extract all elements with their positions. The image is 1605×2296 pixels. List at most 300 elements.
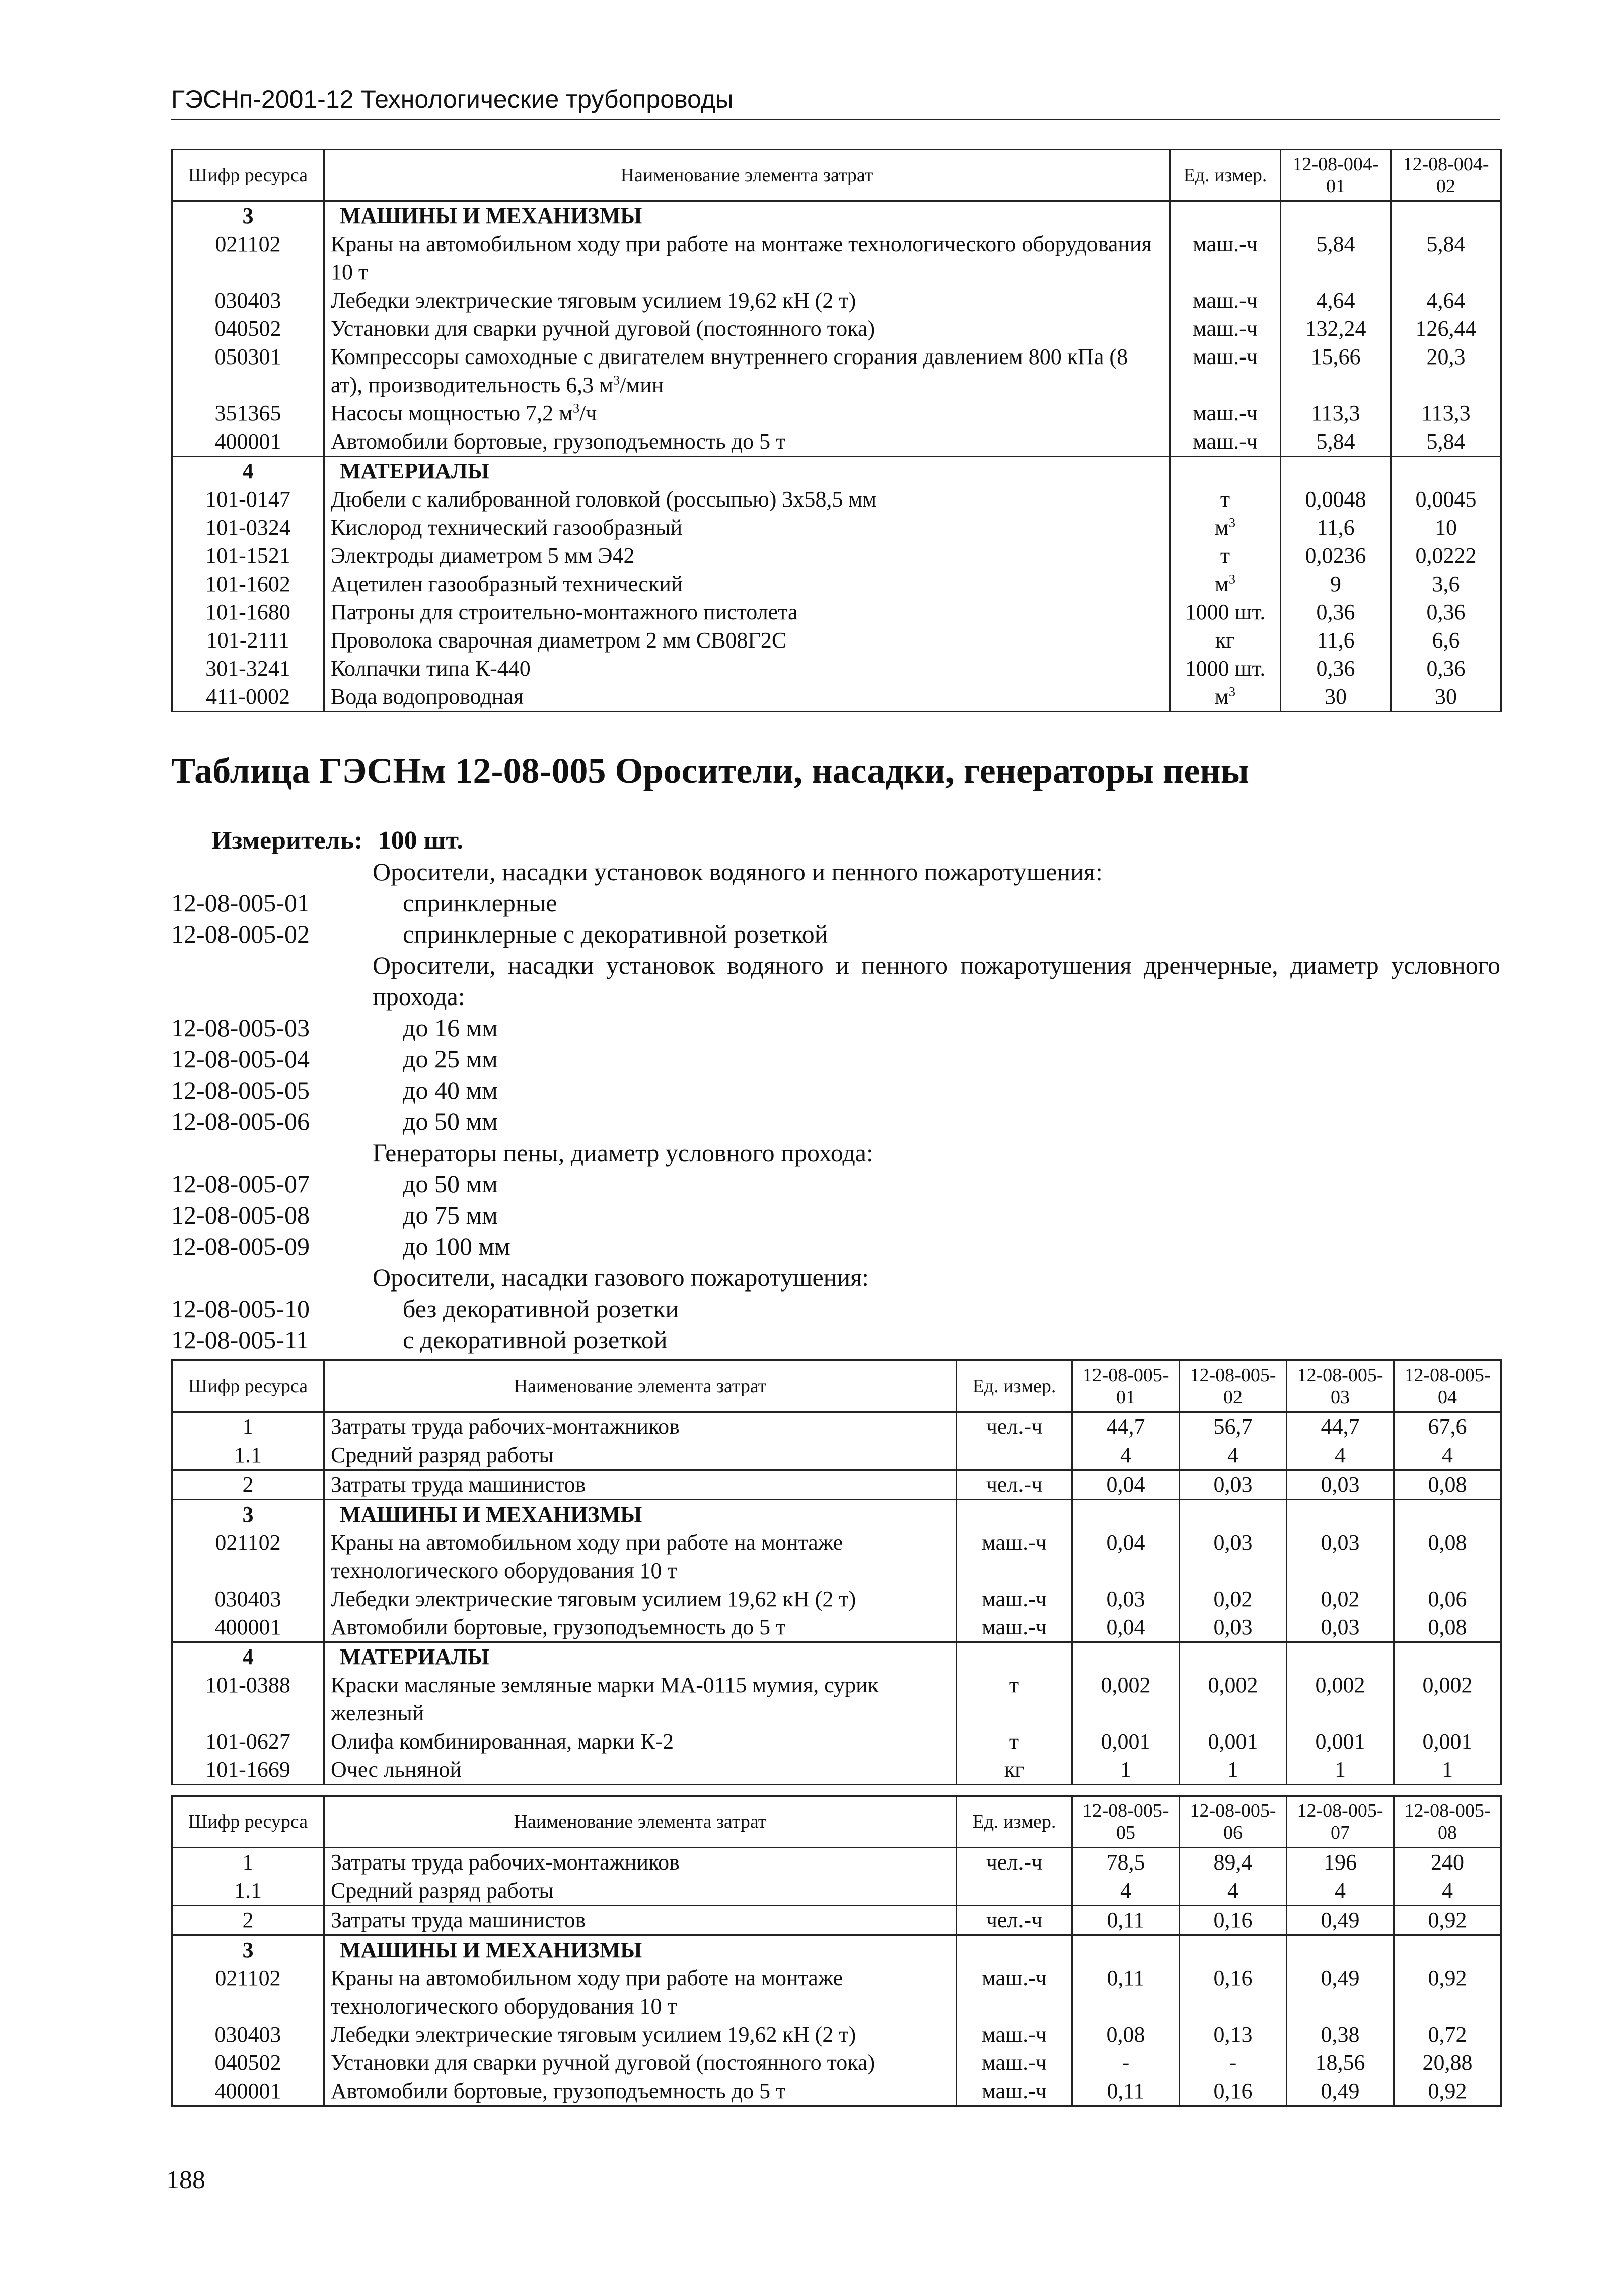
resource-unit: маш.-ч bbox=[957, 1964, 1072, 2021]
col-norm-header: 12-08-005-04 bbox=[1394, 1360, 1501, 1412]
norm-list-item bbox=[171, 1293, 1500, 1324]
resource-unit bbox=[1170, 201, 1281, 231]
norm-value: 0,002 bbox=[1394, 1671, 1501, 1728]
norm-value bbox=[1180, 1642, 1287, 1672]
norm-value: 1 bbox=[1394, 1756, 1501, 1785]
resource-row bbox=[172, 1470, 1501, 1500]
norm-list-item bbox=[171, 1012, 1500, 1043]
resource-unit: маш.-ч bbox=[957, 2049, 1072, 2077]
norm-value: 20,88 bbox=[1394, 2049, 1501, 2077]
resource-row bbox=[172, 1412, 1501, 1442]
resource-name: Автомобили бортовые, грузоподъемность до 5 т bbox=[324, 2077, 957, 2106]
resource-row bbox=[172, 1906, 1501, 1935]
resource-row bbox=[172, 427, 1501, 457]
norm-list-item bbox=[171, 1106, 1500, 1137]
norm-value: 5,84 bbox=[1281, 427, 1391, 457]
norm-value: 0,001 bbox=[1394, 1728, 1501, 1756]
norm-value: 78,5 bbox=[1072, 1848, 1180, 1877]
resource-unit bbox=[957, 1441, 1072, 1470]
resource-unit: маш.-ч bbox=[957, 1613, 1072, 1642]
col-norm-header: 12-08-005-05 bbox=[1072, 1796, 1180, 1848]
resource-name: Средний разряд работы bbox=[324, 1877, 957, 1906]
norm-value: 0,92 bbox=[1394, 1964, 1501, 2021]
col-norm-header: 12-08-005-06 bbox=[1180, 1796, 1287, 1848]
norm-value: 0,0048 bbox=[1281, 485, 1391, 514]
norm-value: 44,7 bbox=[1287, 1412, 1394, 1442]
col-norm-header: 12-08-005-01 bbox=[1072, 1360, 1180, 1412]
resource-unit: чел.-ч bbox=[957, 1470, 1072, 1500]
norm-value: 0,36 bbox=[1391, 655, 1501, 683]
resource-row bbox=[172, 1529, 1501, 1585]
norm-value: - bbox=[1072, 2049, 1180, 2077]
norm-description: без декоративной розетки bbox=[403, 1295, 679, 1323]
norm-value: 5,84 bbox=[1391, 427, 1501, 457]
resource-code: 050301 bbox=[172, 343, 324, 399]
resource-name: Затраты труда машинистов bbox=[324, 1470, 957, 1500]
resource-unit bbox=[957, 1642, 1072, 1672]
norm-value bbox=[1072, 1642, 1180, 1672]
col-name-header: Наименование элемента затрат bbox=[324, 150, 1170, 201]
norm-value: 0,03 bbox=[1287, 1470, 1394, 1500]
norm-value: 10 bbox=[1391, 514, 1501, 542]
resource-name: Олифа комбинированная, марки К-2 bbox=[324, 1728, 957, 1756]
resource-row bbox=[172, 598, 1501, 626]
norm-value: - bbox=[1180, 2049, 1287, 2077]
norm-value: 0,0236 bbox=[1281, 542, 1391, 570]
norm-value: 1 bbox=[1072, 1756, 1180, 1785]
resource-code: 2 bbox=[172, 1906, 324, 1935]
resource-name: МАШИНЫ И МЕХАНИЗМЫ bbox=[324, 1935, 957, 1965]
norm-description: Оросители, насадки газового пожаротушения: bbox=[373, 1263, 869, 1292]
resource-code: 101-1680 bbox=[172, 598, 324, 626]
resource-unit: чел.-ч bbox=[957, 1906, 1072, 1935]
norm-value: 240 bbox=[1394, 1848, 1501, 1877]
resource-code: 030403 bbox=[172, 286, 324, 315]
resource-code: 101-0324 bbox=[172, 514, 324, 542]
norm-code bbox=[171, 950, 373, 1012]
norm-value: 0,08 bbox=[1394, 1613, 1501, 1642]
col-code-header: Шифр ресурса bbox=[172, 1796, 324, 1848]
norm-description: спринклерные с декоративной розеткой bbox=[403, 920, 828, 948]
section-row bbox=[172, 457, 1501, 486]
norm-value: 3,6 bbox=[1391, 570, 1501, 598]
resource-code: 1.1 bbox=[172, 1441, 324, 1470]
norm-code: 12-08-005-10 bbox=[171, 1295, 310, 1323]
norm-value: 126,44 bbox=[1391, 315, 1501, 343]
norm-description: Оросители, насадки установок водяного и пенного пожаротушения: bbox=[373, 857, 1103, 886]
norm-code: 12-08-005-09 bbox=[171, 1232, 310, 1260]
norm-value: 0,03 bbox=[1180, 1529, 1287, 1585]
norm-value: 0,11 bbox=[1072, 1906, 1180, 1935]
resource-unit: т bbox=[957, 1728, 1072, 1756]
norm-value: 4 bbox=[1072, 1441, 1180, 1470]
norm-value: 9 bbox=[1281, 570, 1391, 598]
norm-value: 1 bbox=[1180, 1756, 1287, 1785]
resource-code: 101-1521 bbox=[172, 542, 324, 570]
norm-value: 0,03 bbox=[1180, 1613, 1287, 1642]
norm-value: 0,49 bbox=[1287, 1964, 1394, 2021]
resource-name: Установки для сварки ручной дуговой (постоянного тока) bbox=[324, 2049, 957, 2077]
norm-value: 196 bbox=[1287, 1848, 1394, 1877]
norm-value: 1 bbox=[1287, 1756, 1394, 1785]
resource-row bbox=[172, 1964, 1501, 2021]
norm-value: 0,002 bbox=[1072, 1671, 1180, 1728]
norm-description: до 75 мм bbox=[403, 1201, 498, 1229]
resource-name: Кислород технический газообразный bbox=[324, 514, 1170, 542]
norm-code: 12-08-005-03 bbox=[171, 1014, 310, 1042]
norm-code: 12-08-005-08 bbox=[171, 1201, 310, 1229]
norm-description: Оросители, насадки установок водяного и пенного пожаротушения дренчерные, диаметр условного прохода: bbox=[373, 951, 1500, 1011]
section-row bbox=[172, 1642, 1501, 1672]
resource-row bbox=[172, 1613, 1501, 1642]
norm-list-item bbox=[171, 1137, 1500, 1168]
norm-value: 4 bbox=[1394, 1441, 1501, 1470]
resource-unit: маш.-ч bbox=[1170, 343, 1281, 399]
resource-code: 040502 bbox=[172, 315, 324, 343]
norm-value bbox=[1180, 1500, 1287, 1529]
resource-unit: $м^3$ bbox=[1170, 570, 1281, 598]
norm-value bbox=[1281, 457, 1391, 486]
resource-unit: маш.-ч bbox=[957, 1529, 1072, 1585]
resource-unit bbox=[957, 1877, 1072, 1906]
norm-value: 0,92 bbox=[1394, 1906, 1501, 1935]
resource-code: 3 bbox=[172, 1500, 324, 1529]
resource-code: 030403 bbox=[172, 1585, 324, 1613]
norm-value: 0,08 bbox=[1072, 2021, 1180, 2049]
resource-table-005-b bbox=[171, 1795, 1502, 2107]
norm-description: до 16 мм bbox=[403, 1014, 498, 1042]
norm-value: 4,64 bbox=[1281, 286, 1391, 315]
resource-row bbox=[172, 315, 1501, 343]
norm-value: 0,001 bbox=[1072, 1728, 1180, 1756]
norm-value: 0,38 bbox=[1287, 2021, 1394, 2049]
resource-code: 400001 bbox=[172, 2077, 324, 2106]
resource-name: МАТЕРИАЛЫ bbox=[324, 457, 1170, 486]
resource-name: Патроны для строительно-монтажного пистолета bbox=[324, 598, 1170, 626]
col-norm-header: 12-08-005-08 bbox=[1394, 1796, 1501, 1848]
col-name-header: Наименование элемента затрат bbox=[324, 1360, 957, 1412]
norm-value: 11,6 bbox=[1281, 626, 1391, 655]
norm-value: 0,36 bbox=[1391, 598, 1501, 626]
norm-code bbox=[171, 856, 373, 887]
resource-code: 3 bbox=[172, 1935, 324, 1965]
norm-list-item bbox=[171, 950, 1500, 1012]
col-norm-header: 12-08-005-03 bbox=[1287, 1360, 1394, 1412]
resource-row bbox=[172, 1671, 1501, 1728]
resource-row bbox=[172, 655, 1501, 683]
norm-code bbox=[171, 1262, 373, 1293]
resource-unit: $м^3$ bbox=[1170, 514, 1281, 542]
norm-value: 0,11 bbox=[1072, 2077, 1180, 2106]
norm-value: 0,001 bbox=[1287, 1728, 1394, 1756]
col-norm-header: 12-08-005-02 bbox=[1180, 1360, 1287, 1412]
resource-unit: кг bbox=[957, 1756, 1072, 1785]
col-norm-header: 12-08-004-02 bbox=[1391, 150, 1501, 201]
resource-unit: чел.-ч bbox=[957, 1848, 1072, 1877]
resource-row bbox=[172, 286, 1501, 315]
section-row bbox=[172, 201, 1501, 231]
norm-value: 0,36 bbox=[1281, 655, 1391, 683]
resource-row bbox=[172, 1728, 1501, 1756]
norm-description: до 50 мм bbox=[403, 1170, 498, 1198]
norm-value: 0,49 bbox=[1287, 1906, 1394, 1935]
resource-table-005-a bbox=[171, 1359, 1502, 1785]
resource-name: Установки для сварки ручной дуговой (постоянного тока) bbox=[324, 315, 1170, 343]
table-title: Таблица ГЭСНм 12-08-005 Оросители, насадки, генераторы пены bbox=[171, 751, 1249, 791]
resource-row bbox=[172, 542, 1501, 570]
resource-row bbox=[172, 230, 1501, 286]
norm-value: 89,4 bbox=[1180, 1848, 1287, 1877]
norm-value: 0,03 bbox=[1180, 1470, 1287, 1500]
norm-list-item bbox=[171, 1199, 1500, 1231]
norm-value: 56,7 bbox=[1180, 1412, 1287, 1442]
resource-code: 2 bbox=[172, 1470, 324, 1500]
resource-name: Проволока сварочная диаметром 2 мм СВ08Г2С bbox=[324, 626, 1170, 655]
norm-description: с декоративной розеткой bbox=[403, 1326, 668, 1354]
norm-list-item bbox=[171, 1324, 1500, 1355]
resource-code: 021102 bbox=[172, 230, 324, 286]
resource-unit: $м^3$ bbox=[1170, 683, 1281, 712]
norm-value: 0,72 bbox=[1394, 2021, 1501, 2049]
norm-value: 4 bbox=[1394, 1877, 1501, 1906]
norm-value: 0,04 bbox=[1072, 1613, 1180, 1642]
norm-value: 0,16 bbox=[1180, 2077, 1287, 2106]
measure-value: 100 шт. bbox=[378, 826, 464, 855]
norm-value: 4 bbox=[1287, 1877, 1394, 1906]
resource-code: 101-0388 bbox=[172, 1671, 324, 1728]
resource-name: Колпачки типа К-440 bbox=[324, 655, 1170, 683]
norm-value: 20,3 bbox=[1391, 343, 1501, 399]
resource-code: 4 bbox=[172, 457, 324, 486]
resource-row bbox=[172, 1848, 1501, 1877]
section-row bbox=[172, 1500, 1501, 1529]
resource-row bbox=[172, 399, 1501, 427]
norm-value: 4,64 bbox=[1391, 286, 1501, 315]
resource-name: Насосы мощностью 7,2 $м^3/ч$ bbox=[324, 399, 1170, 427]
resource-row bbox=[172, 514, 1501, 542]
resource-name: Лебедки электрические тяговым усилием 19,62 кН (2 т) bbox=[324, 1585, 957, 1613]
norm-description: спринклерные bbox=[403, 889, 557, 917]
norm-value bbox=[1072, 1500, 1180, 1529]
resource-name: Затраты труда рабочих-монтажников bbox=[324, 1412, 957, 1442]
resource-name: Автомобили бортовые, грузоподъемность до 5 т bbox=[324, 427, 1170, 457]
resource-name: Очес льняной bbox=[324, 1756, 957, 1785]
resource-row bbox=[172, 626, 1501, 655]
norm-value: 0,001 bbox=[1180, 1728, 1287, 1756]
norm-value: 0,04 bbox=[1072, 1470, 1180, 1500]
resource-unit: маш.-ч bbox=[957, 2077, 1072, 2106]
resource-code: 411-0002 bbox=[172, 683, 324, 712]
norm-value: 0,16 bbox=[1180, 1906, 1287, 1935]
norm-list-item bbox=[171, 1043, 1500, 1074]
norm-code: 12-08-005-02 bbox=[171, 920, 310, 948]
resource-name: Краски масляные земляные марки МА-0115 мумия, сурик железный bbox=[324, 1671, 957, 1728]
col-code-header: Шифр ресурса bbox=[172, 150, 324, 201]
resource-name: МАТЕРИАЛЫ bbox=[324, 1642, 957, 1672]
resource-row bbox=[172, 1441, 1501, 1470]
resource-unit bbox=[1170, 457, 1281, 486]
resource-unit: 1000 шт. bbox=[1170, 598, 1281, 626]
norm-list-item bbox=[171, 856, 1500, 887]
norm-value: 0,49 bbox=[1287, 2077, 1394, 2106]
norm-value: 0,03 bbox=[1072, 1585, 1180, 1613]
col-name-header: Наименование элемента затрат bbox=[324, 1796, 957, 1848]
resource-code: 301-3241 bbox=[172, 655, 324, 683]
resource-unit: 1000 шт. bbox=[1170, 655, 1281, 683]
norm-value: 11,6 bbox=[1281, 514, 1391, 542]
norm-value: 0,03 bbox=[1287, 1529, 1394, 1585]
resource-row bbox=[172, 1756, 1501, 1785]
resource-unit bbox=[957, 1935, 1072, 1965]
resource-code: 101-2111 bbox=[172, 626, 324, 655]
resource-code: 1 bbox=[172, 1848, 324, 1877]
norm-value: 113,3 bbox=[1391, 399, 1501, 427]
norm-description: до 25 мм bbox=[403, 1045, 498, 1073]
norm-code: 12-08-005-05 bbox=[171, 1076, 310, 1104]
norm-value: 0,13 bbox=[1180, 2021, 1287, 2049]
norm-value: 0,002 bbox=[1287, 1671, 1394, 1728]
resource-code: 1 bbox=[172, 1412, 324, 1442]
resource-code: 1.1 bbox=[172, 1877, 324, 1906]
col-unit-header: Ед. измер. bbox=[957, 1360, 1072, 1412]
norm-description: Генераторы пены, диаметр условного прохода: bbox=[373, 1138, 873, 1167]
resource-name: Средний разряд работы bbox=[324, 1441, 957, 1470]
norm-value bbox=[1394, 1935, 1501, 1965]
norm-value bbox=[1287, 1642, 1394, 1672]
norm-value: 18,56 bbox=[1287, 2049, 1394, 2077]
norm-value: 4 bbox=[1287, 1441, 1394, 1470]
resource-row bbox=[172, 1585, 1501, 1613]
norm-value: 0,0045 bbox=[1391, 485, 1501, 514]
resource-code: 101-0147 bbox=[172, 485, 324, 514]
resource-unit: маш.-ч bbox=[1170, 230, 1281, 286]
norm-value: 0,11 bbox=[1072, 1964, 1180, 2021]
resource-row bbox=[172, 1877, 1501, 1906]
norm-list-item bbox=[171, 887, 1500, 918]
resource-unit: маш.-ч bbox=[957, 1585, 1072, 1613]
resource-name: Вода водопроводная bbox=[324, 683, 1170, 712]
resource-unit: т bbox=[957, 1671, 1072, 1728]
resource-name: Лебедки электрические тяговым усилием 19,62 кН (2 т) bbox=[324, 286, 1170, 315]
norm-code bbox=[171, 1137, 373, 1168]
norm-list-item bbox=[171, 1231, 1500, 1262]
resource-code: 101-1669 bbox=[172, 1756, 324, 1785]
resource-name: МАШИНЫ И МЕХАНИЗМЫ bbox=[324, 1500, 957, 1529]
page-number: 188 bbox=[166, 2166, 205, 2194]
col-code-header: Шифр ресурса bbox=[172, 1360, 324, 1412]
resource-code: 040502 bbox=[172, 2049, 324, 2077]
norm-value: 30 bbox=[1281, 683, 1391, 712]
section-row bbox=[172, 1935, 1501, 1965]
resource-code: 030403 bbox=[172, 2021, 324, 2049]
norm-value bbox=[1394, 1500, 1501, 1529]
resource-name: Краны на автомобильном ходу при работе на монтаже технологического оборудования 10 т bbox=[324, 1964, 957, 2021]
norm-value: 15,66 bbox=[1281, 343, 1391, 399]
norm-code: 12-08-005-11 bbox=[171, 1326, 309, 1354]
norm-value: 113,3 bbox=[1281, 399, 1391, 427]
resource-name: Автомобили бортовые, грузоподъемность до 5 т bbox=[324, 1613, 957, 1642]
resource-name: МАШИНЫ И МЕХАНИЗМЫ bbox=[324, 201, 1170, 231]
norm-value: 30 bbox=[1391, 683, 1501, 712]
resource-code: 101-0627 bbox=[172, 1728, 324, 1756]
norm-value bbox=[1180, 1935, 1287, 1965]
col-unit-header: Ед. измер. bbox=[957, 1796, 1072, 1848]
resource-name: Дюбели с калиброванной головкой (россыпью) 3х58,5 мм bbox=[324, 485, 1170, 514]
norm-value: 0,16 bbox=[1180, 1964, 1287, 2021]
norm-value: 5,84 bbox=[1281, 230, 1391, 286]
resource-unit: маш.-ч bbox=[1170, 427, 1281, 457]
norm-value: 132,24 bbox=[1281, 315, 1391, 343]
resource-name: Затраты труда рабочих-монтажников bbox=[324, 1848, 957, 1877]
norm-value: 5,84 bbox=[1391, 230, 1501, 286]
norm-value bbox=[1287, 1935, 1394, 1965]
norm-description: до 100 мм bbox=[403, 1232, 510, 1260]
measure-label: Измеритель: bbox=[211, 826, 363, 855]
norm-value: 4 bbox=[1180, 1441, 1287, 1470]
resource-name: Краны на автомобильном ходу при работе на монтаже технологического оборудования 10 т bbox=[324, 230, 1170, 286]
norm-value: 0,08 bbox=[1394, 1529, 1501, 1585]
resource-unit: маш.-ч bbox=[1170, 286, 1281, 315]
resource-unit: чел.-ч bbox=[957, 1412, 1072, 1442]
norm-value: 0,04 bbox=[1072, 1529, 1180, 1585]
norm-value: 6,6 bbox=[1391, 626, 1501, 655]
norm-value bbox=[1394, 1642, 1501, 1672]
norm-value: 0,36 bbox=[1281, 598, 1391, 626]
resource-code: 400001 bbox=[172, 427, 324, 457]
norm-value: 4 bbox=[1072, 1877, 1180, 1906]
norm-value: 0,002 bbox=[1180, 1671, 1287, 1728]
resource-name: Компрессоры самоходные с двигателем внутреннего сгорания давлением 800 кПа (8 ат), производительность 6,3 $м^3$/мин bbox=[324, 343, 1170, 399]
resource-unit: т bbox=[1170, 542, 1281, 570]
resource-unit: маш.-ч bbox=[1170, 399, 1281, 427]
norm-code: 12-08-005-01 bbox=[171, 889, 310, 917]
resource-row bbox=[172, 2021, 1501, 2049]
resource-row bbox=[172, 683, 1501, 712]
norm-list-item bbox=[171, 918, 1500, 950]
resource-unit: т bbox=[1170, 485, 1281, 514]
norm-value: 4 bbox=[1180, 1877, 1287, 1906]
resource-unit: маш.-ч bbox=[957, 2021, 1072, 2049]
resource-table-004 bbox=[171, 149, 1502, 712]
resource-unit bbox=[957, 1500, 1072, 1529]
norm-value: 0,02 bbox=[1180, 1585, 1287, 1613]
norm-value: 0,08 bbox=[1394, 1470, 1501, 1500]
norm-value: 67,6 bbox=[1394, 1412, 1501, 1442]
norm-value bbox=[1281, 201, 1391, 231]
resource-code: 400001 bbox=[172, 1613, 324, 1642]
resource-unit: маш.-ч bbox=[1170, 315, 1281, 343]
resource-name: Лебедки электрические тяговым усилием 19,62 кН (2 т) bbox=[324, 2021, 957, 2049]
norm-list-item bbox=[171, 1262, 1500, 1293]
norm-code: 12-08-005-06 bbox=[171, 1107, 310, 1135]
norm-code: 12-08-005-04 bbox=[171, 1045, 310, 1073]
col-norm-header: 12-08-004-01 bbox=[1281, 150, 1391, 201]
page-header: ГЭСНп-2001-12 Технологические трубопроводы bbox=[171, 85, 1500, 120]
norm-value: 0,06 bbox=[1394, 1585, 1501, 1613]
resource-name: Краны на автомобильном ходу при работе на монтаже технологического оборудования 10 т bbox=[324, 1529, 957, 1585]
resource-name: Ацетилен газообразный технический bbox=[324, 570, 1170, 598]
resource-name: Электроды диаметром 5 мм Э42 bbox=[324, 542, 1170, 570]
resource-row bbox=[172, 2049, 1501, 2077]
resource-code: 3 bbox=[172, 201, 324, 231]
norm-value bbox=[1391, 457, 1501, 486]
norm-list-item bbox=[171, 1074, 1500, 1106]
norm-value bbox=[1391, 201, 1501, 231]
norm-code: 12-08-005-07 bbox=[171, 1170, 310, 1198]
resource-unit: кг bbox=[1170, 626, 1281, 655]
resource-code: 021102 bbox=[172, 1964, 324, 2021]
col-unit-header: Ед. измер. bbox=[1170, 150, 1281, 201]
